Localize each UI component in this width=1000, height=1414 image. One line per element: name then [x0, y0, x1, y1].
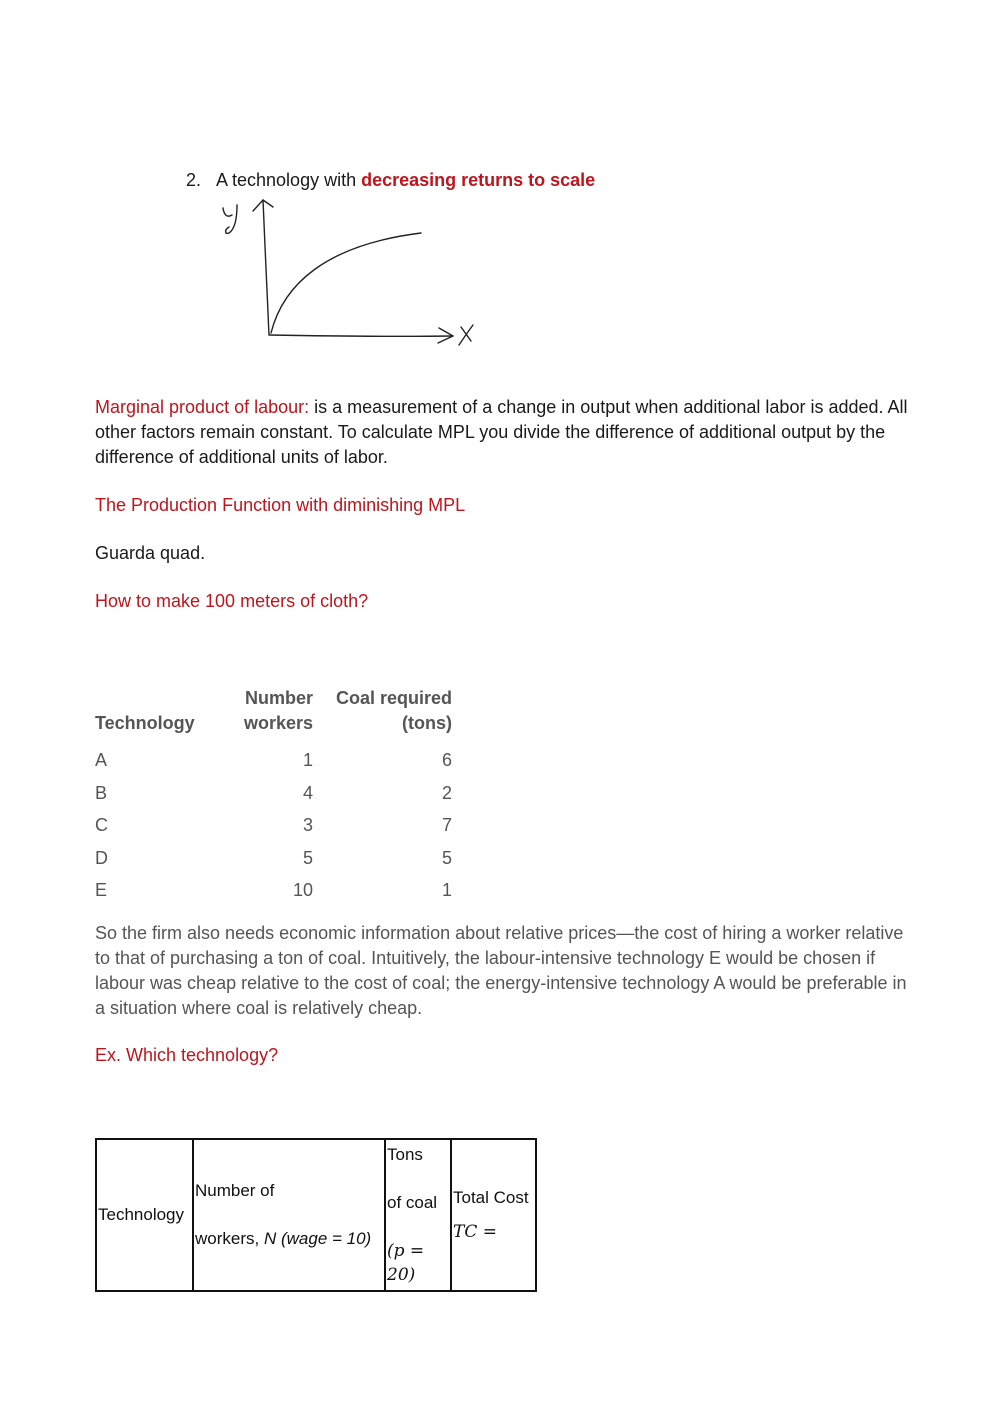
table-row — [95, 842, 452, 875]
table-row — [95, 874, 452, 907]
header-number-workers: Number workers — [243, 688, 313, 733]
cell-technology: C — [95, 815, 108, 836]
heading-which-technology: Ex. Which technology? — [95, 1045, 279, 1065]
mpl-paragraph — [95, 395, 915, 470]
cost-header-total — [451, 1139, 536, 1291]
list-item-decreasing-returns — [186, 168, 595, 192]
heading-production-function: The Production Function with diminishing MPL — [95, 495, 466, 515]
cell-technology: D — [95, 847, 108, 868]
cell-coal: 1 — [441, 880, 452, 901]
sketch-y-axis — [263, 200, 269, 335]
cost-table-header — [96, 1139, 536, 1291]
technology-table-header — [95, 686, 452, 744]
coal-line2: of coal — [387, 1193, 438, 1212]
decreasing-returns-sketch — [215, 195, 485, 355]
coal-line3: (p = 20) — [387, 1241, 425, 1285]
workers-italic: N (wage = 10) — [263, 1229, 372, 1248]
cell-coal: 7 — [441, 815, 452, 836]
mpl-term: Marginal product of labour: — [95, 397, 310, 417]
total-cost-line1: Total Cost — [453, 1188, 529, 1207]
header-coal-required: Coal required (tons) — [335, 688, 452, 733]
sketch-x-axis — [269, 335, 453, 336]
mpl-definition: is a measurement of a change in output when additional labor is added. All other factors remain constant. To calculate MPL you divide the difference of additional output by the difference of additional units of labor. — [95, 397, 908, 467]
cell-workers: 4 — [302, 782, 313, 803]
cell-technology: A — [95, 750, 108, 771]
cell-coal: 6 — [441, 750, 452, 771]
cell-technology: E — [95, 880, 108, 901]
sketch-x-glyph — [459, 325, 473, 345]
cost-header-technology: Technology — [96, 1139, 193, 1291]
cell-coal: 2 — [441, 782, 452, 803]
heading-cloth: How to make 100 meters of cloth? — [95, 591, 369, 611]
list-text: A technology with — [216, 170, 362, 190]
relative-prices-paragraph: So the firm also needs economic information about relative prices—the cost of hiring a worker relative to that of purchasing a ton of coal. Intuitively, the labour-intensive technology E would be chosen if labour was cheap relative to the cost of coal; the energy-intensive technology A would be preferable in a situation where coal is relatively cheap. — [95, 923, 907, 1018]
total-cost-line2: TC = — [453, 1222, 497, 1242]
workers-line1: Number of — [195, 1181, 275, 1200]
workers-line2: workers, — [195, 1229, 264, 1248]
cost-header-coal — [385, 1139, 451, 1291]
table-row — [95, 777, 452, 810]
guarda-text: Guarda quad. — [95, 543, 206, 563]
coal-line1: Tons — [387, 1145, 423, 1164]
header-technology: Technology — [95, 713, 195, 733]
cost-header-workers — [193, 1139, 385, 1291]
sketch-y-glyph — [223, 205, 237, 233]
sketch-curve — [271, 233, 421, 333]
list-emphasis: decreasing returns to scale — [361, 170, 596, 190]
technology-table — [95, 686, 452, 907]
cell-workers: 5 — [302, 847, 313, 868]
cell-coal: 5 — [441, 847, 452, 868]
cell-technology: B — [95, 782, 108, 803]
cell-workers: 1 — [302, 750, 313, 771]
cost-table — [95, 1138, 537, 1292]
table-row — [95, 809, 452, 842]
cell-workers: 10 — [292, 880, 313, 901]
list-number: 2. — [186, 170, 202, 190]
cell-workers: 3 — [302, 815, 313, 836]
table-row — [95, 744, 452, 777]
